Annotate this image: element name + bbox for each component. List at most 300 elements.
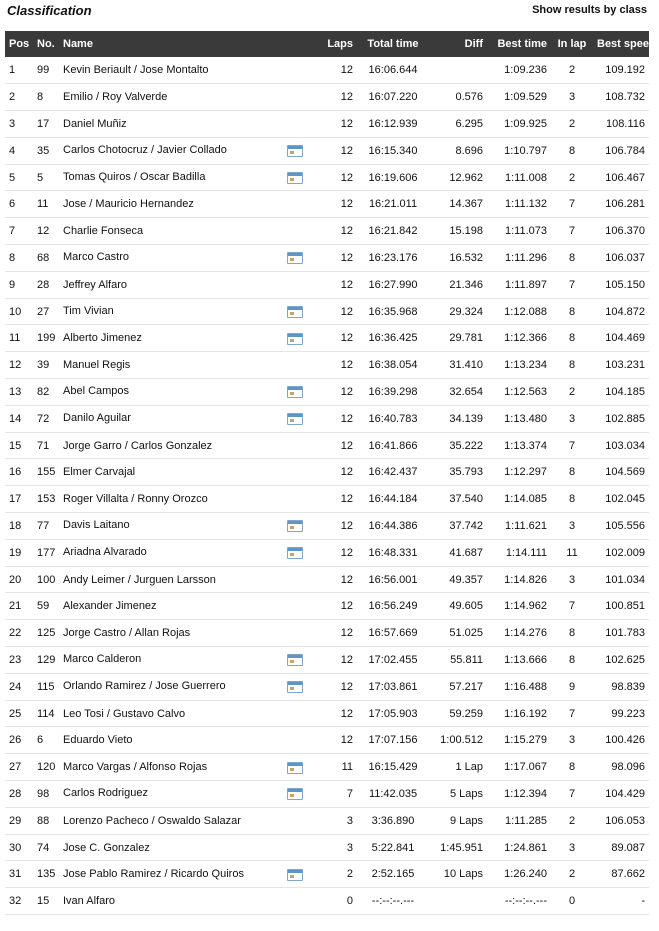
row-in-lap: 2	[568, 171, 576, 184]
row-driver-name-cell	[59, 700, 307, 727]
table-row[interactable]	[5, 405, 649, 432]
row-total-time: 17:05.903	[368, 707, 418, 720]
row-laps: 12	[340, 519, 353, 532]
row-driver-name: Alexander Jimenez	[63, 600, 157, 613]
row-best-speed-cell	[593, 486, 649, 513]
row-diff: 9 Laps	[449, 814, 483, 827]
table-row[interactable]	[5, 191, 649, 218]
row-in-lap-cell	[551, 325, 593, 352]
row-number: 39	[37, 359, 50, 372]
row-total-time-cell	[357, 673, 429, 700]
row-total-time: 16:07.220	[368, 91, 418, 104]
row-driver-name: Jose / Mauricio Hernandez	[63, 198, 194, 211]
row-number-cell	[33, 405, 59, 432]
row-driver-name-cell	[59, 137, 307, 164]
row-in-lap: 8	[568, 761, 576, 774]
row-diff-cell	[429, 566, 487, 593]
row-total-time-cell	[357, 513, 429, 540]
row-diff: 1:00.512	[440, 734, 483, 747]
row-best-time: 1:09.925	[504, 117, 547, 130]
row-in-lap: 2	[568, 814, 576, 827]
col-header-in-lap[interactable]: In lap	[557, 38, 587, 50]
row-driver-name: Davis Laitano	[63, 519, 130, 532]
row-pos: 25	[9, 707, 22, 720]
row-driver-name-cell	[59, 539, 307, 566]
row-total-time-cell	[357, 700, 429, 727]
row-best-time: 1:16.192	[504, 707, 547, 720]
row-total-time-cell	[357, 379, 429, 406]
row-in-lap-cell	[551, 191, 593, 218]
row-diff-cell	[429, 111, 487, 138]
row-in-lap: 3	[568, 91, 576, 104]
row-pos-cell	[5, 325, 33, 352]
classification-header	[0, 0, 659, 28]
row-number: 199	[37, 332, 56, 345]
row-best-speed-cell	[593, 111, 649, 138]
col-header-best-speed[interactable]: Best speed	[597, 38, 656, 50]
driver-card-icon[interactable]	[287, 386, 303, 398]
row-total-time-cell	[357, 137, 429, 164]
classification-table	[5, 31, 656, 915]
row-pos: 13	[9, 385, 22, 398]
row-pos: 10	[9, 305, 22, 318]
row-laps-cell	[307, 486, 357, 513]
row-best-speed: 89.087	[611, 841, 645, 854]
row-laps: 0	[346, 895, 353, 908]
row-best-speed-cell	[593, 405, 649, 432]
row-total-time: 16:44.184	[368, 493, 418, 506]
row-pos-cell	[5, 164, 33, 191]
row-best-time-cell	[487, 325, 551, 352]
row-in-lap: 7	[568, 278, 576, 291]
row-total-time-cell	[357, 459, 429, 486]
row-in-lap-cell	[551, 593, 593, 620]
row-in-lap: 8	[568, 493, 576, 506]
row-best-time-cell	[487, 807, 551, 834]
table-row[interactable]	[5, 57, 649, 84]
row-pos: 1	[9, 64, 16, 77]
table-row[interactable]	[5, 379, 649, 406]
row-best-time-cell	[487, 647, 551, 674]
driver-card-icon[interactable]	[287, 788, 303, 800]
row-diff-cell	[429, 137, 487, 164]
row-best-speed-cell	[593, 432, 649, 459]
row-best-speed-cell	[593, 218, 649, 245]
row-total-time: 16:41.866	[368, 439, 418, 452]
row-pos-cell	[5, 57, 33, 84]
table-row[interactable]	[5, 111, 649, 138]
row-diff-cell	[429, 459, 487, 486]
row-diff-cell	[429, 218, 487, 245]
row-diff-cell	[429, 700, 487, 727]
row-best-speed-cell	[593, 325, 649, 352]
row-diff: 8.696	[455, 144, 483, 157]
row-driver-name: Jose Pablo Ramirez / Ricardo Quiros	[63, 867, 244, 880]
row-best-speed: 102.625	[605, 653, 645, 666]
table-row[interactable]	[5, 459, 649, 486]
row-in-lap: 3	[568, 734, 576, 747]
row-in-lap: 9	[568, 680, 576, 693]
row-best-speed: 106.467	[605, 171, 645, 184]
row-number: 72	[37, 412, 50, 425]
row-diff-cell	[429, 298, 487, 325]
row-total-time: 16:15.340	[368, 144, 418, 157]
row-driver-name: Carlos Rodriguez	[63, 787, 148, 800]
row-number: 115	[37, 680, 55, 693]
row-driver-name: Jose C. Gonzalez	[63, 841, 150, 854]
driver-card-icon[interactable]	[287, 252, 303, 264]
row-driver-name-cell	[59, 727, 307, 754]
row-best-time-cell	[487, 245, 551, 272]
col-header-total-time[interactable]: Total time	[367, 38, 419, 50]
row-in-lap: 2	[568, 385, 576, 398]
col-header-name[interactable]: Name	[63, 38, 93, 50]
row-in-lap-cell	[551, 164, 593, 191]
row-diff-cell	[429, 727, 487, 754]
row-number-cell	[33, 298, 59, 325]
row-best-time-cell	[487, 888, 551, 915]
row-driver-name: Charlie Fonseca	[63, 225, 144, 238]
row-total-time: 16:57.669	[368, 627, 418, 640]
row-number-cell	[33, 861, 59, 888]
table-row[interactable]	[5, 513, 649, 540]
row-pos: 12	[9, 359, 22, 372]
row-in-lap: 7	[568, 787, 576, 800]
table-row[interactable]	[5, 620, 649, 647]
row-laps: 12	[340, 466, 353, 479]
row-diff: 37.742	[449, 519, 483, 532]
table-row[interactable]	[5, 647, 649, 674]
driver-card-icon[interactable]	[287, 413, 303, 425]
row-laps: 12	[340, 144, 353, 157]
row-number: 27	[37, 305, 50, 318]
row-best-speed: 106.784	[605, 144, 645, 157]
row-number: 68	[37, 251, 50, 264]
row-number: 71	[37, 439, 50, 452]
table-row[interactable]	[5, 861, 649, 888]
table-row[interactable]	[5, 834, 649, 861]
table-row[interactable]	[5, 807, 649, 834]
row-best-speed: 104.469	[605, 332, 645, 345]
row-total-time: 3:36.890	[371, 814, 415, 827]
row-driver-name-cell	[59, 57, 307, 84]
row-best-time: 1:12.563	[504, 385, 547, 398]
row-driver-name: Marco Vargas / Alfonso Rojas	[63, 760, 208, 773]
row-number-cell	[33, 566, 59, 593]
table-row[interactable]	[5, 352, 649, 379]
row-best-time: 1:10.797	[504, 144, 547, 157]
row-pos: 21	[9, 600, 22, 613]
row-best-speed-cell	[593, 781, 649, 808]
page-title: Classification	[7, 3, 92, 18]
row-best-speed-cell	[593, 807, 649, 834]
table-row[interactable]	[5, 754, 649, 781]
row-best-speed-cell	[593, 673, 649, 700]
table-row[interactable]	[5, 566, 649, 593]
row-total-time-cell	[357, 888, 429, 915]
row-best-speed-cell	[593, 647, 649, 674]
row-pos-cell	[5, 888, 33, 915]
row-diff-cell	[429, 271, 487, 298]
row-laps: 12	[340, 680, 353, 693]
row-laps-cell	[307, 379, 357, 406]
row-diff-cell	[429, 245, 487, 272]
row-laps-cell	[307, 673, 357, 700]
row-in-lap: 8	[568, 653, 576, 666]
row-best-speed-cell	[593, 459, 649, 486]
row-total-time-cell	[357, 593, 429, 620]
row-laps-cell	[307, 620, 357, 647]
row-laps: 7	[346, 787, 353, 800]
table-row[interactable]	[5, 84, 649, 111]
row-driver-name-cell	[59, 84, 307, 111]
row-best-speed-cell	[593, 137, 649, 164]
table-row[interactable]	[5, 325, 649, 352]
row-diff-cell	[429, 191, 487, 218]
table-row[interactable]	[5, 486, 649, 513]
row-best-speed: 108.116	[606, 117, 645, 130]
row-driver-name: Jorge Garro / Carlos Gonzalez	[63, 439, 213, 452]
row-total-time: 11:42.035	[368, 787, 418, 800]
row-driver-name: Jeffrey Alfaro	[63, 278, 127, 291]
row-best-speed-cell	[593, 888, 649, 915]
row-best-time: 1:13.234	[504, 359, 547, 372]
row-number: 155	[37, 466, 56, 479]
row-in-lap-cell	[551, 888, 593, 915]
row-best-speed: 101.034	[605, 573, 645, 586]
table-row[interactable]	[5, 137, 649, 164]
row-in-lap: 3	[568, 841, 576, 854]
row-number-cell	[33, 539, 59, 566]
row-diff: 1 Lap	[455, 761, 483, 774]
row-in-lap: 3	[568, 573, 576, 586]
table-row[interactable]	[5, 888, 649, 915]
row-driver-name-cell	[59, 245, 307, 272]
table-row[interactable]	[5, 673, 649, 700]
row-best-speed: 106.037	[605, 251, 645, 264]
row-number-cell	[33, 647, 59, 674]
driver-card-icon[interactable]	[287, 145, 303, 157]
row-total-time-cell	[357, 834, 429, 861]
row-driver-name: Kevin Beriault / Jose Montalto	[63, 64, 209, 77]
row-number: 59	[37, 600, 50, 613]
driver-card-icon[interactable]	[287, 547, 303, 559]
row-driver-name: Jorge Castro / Allan Rojas	[63, 627, 191, 640]
row-total-time-cell	[357, 191, 429, 218]
row-best-time-cell	[487, 218, 551, 245]
driver-card-icon[interactable]	[287, 654, 303, 666]
table-row[interactable]	[5, 298, 649, 325]
driver-card-icon[interactable]	[287, 306, 303, 318]
row-laps: 12	[340, 251, 353, 264]
row-driver-name: Ariadna Alvarado	[63, 546, 147, 559]
row-number-cell	[33, 164, 59, 191]
row-in-lap-cell	[551, 700, 593, 727]
driver-card-icon[interactable]	[287, 762, 303, 774]
row-number: 28	[37, 278, 50, 291]
row-driver-name-cell	[59, 673, 307, 700]
table-row[interactable]	[5, 432, 649, 459]
row-best-time: 1:14.826	[504, 573, 547, 586]
table-row[interactable]	[5, 271, 649, 298]
row-best-time: 1:13.666	[504, 653, 547, 666]
row-diff-cell	[429, 593, 487, 620]
row-laps-cell	[307, 513, 357, 540]
table-row[interactable]	[5, 218, 649, 245]
row-laps: 12	[340, 385, 353, 398]
row-number-cell	[33, 486, 59, 513]
table-row[interactable]	[5, 593, 649, 620]
row-best-time: 1:11.897	[504, 278, 547, 291]
row-best-time: 1:24.861	[504, 841, 547, 854]
row-total-time-cell	[357, 57, 429, 84]
row-driver-name-cell	[59, 459, 307, 486]
row-laps: 12	[340, 64, 353, 77]
row-diff: 37.540	[449, 493, 483, 506]
col-header-no[interactable]: No.	[37, 38, 55, 50]
row-total-time: 16:21.842	[368, 225, 418, 238]
row-in-lap: 7	[568, 198, 576, 211]
row-laps: 12	[340, 573, 353, 586]
row-total-time-cell	[357, 566, 429, 593]
driver-card-icon[interactable]	[287, 172, 303, 184]
row-total-time: 16:27.990	[368, 278, 418, 291]
row-total-time-cell	[357, 352, 429, 379]
row-in-lap-cell	[551, 727, 593, 754]
row-in-lap: 8	[568, 627, 576, 640]
row-pos-cell	[5, 379, 33, 406]
driver-card-icon[interactable]	[287, 333, 303, 345]
row-in-lap: 7	[568, 225, 576, 238]
col-header-diff[interactable]: Diff	[464, 38, 483, 50]
row-best-speed: 98.096	[611, 761, 645, 774]
row-best-speed: 100.426	[605, 734, 645, 747]
show-results-by-class-link[interactable]: Show results by class	[532, 4, 647, 16]
row-driver-name-cell	[59, 352, 307, 379]
row-laps: 12	[340, 359, 353, 372]
row-driver-name: Eduardo Vieto	[63, 734, 133, 747]
row-in-lap-cell	[551, 673, 593, 700]
row-pos: 24	[9, 680, 22, 693]
row-best-speed-cell	[593, 620, 649, 647]
table-row[interactable]	[5, 700, 649, 727]
row-diff: 41.687	[449, 546, 483, 559]
driver-card-icon[interactable]	[287, 681, 303, 693]
row-number-cell	[33, 700, 59, 727]
driver-card-icon[interactable]	[287, 520, 303, 532]
row-total-time: 16:21.011	[368, 198, 418, 211]
row-best-time: 1:09.529	[504, 91, 547, 104]
row-best-speed: 105.150	[605, 278, 645, 291]
row-number: 74	[37, 841, 50, 854]
row-best-time-cell	[487, 673, 551, 700]
row-in-lap: 2	[568, 64, 576, 77]
row-number-cell	[33, 245, 59, 272]
row-laps: 12	[340, 171, 353, 184]
row-best-time: 1:12.366	[504, 332, 547, 345]
table-body	[5, 57, 649, 915]
row-best-time: 1:14.085	[504, 493, 547, 506]
col-header-pos[interactable]: Pos	[9, 38, 30, 50]
row-pos: 2	[9, 91, 16, 104]
row-diff-cell	[429, 486, 487, 513]
row-best-speed-cell	[593, 57, 649, 84]
row-diff: 55.811	[450, 653, 483, 666]
row-number-cell	[33, 137, 59, 164]
row-total-time: 17:03.861	[368, 680, 418, 693]
row-in-lap: 11	[566, 546, 578, 559]
row-laps: 12	[340, 734, 353, 747]
row-driver-name: Ivan Alfaro	[63, 895, 115, 908]
row-total-time: 16:23.176	[368, 251, 418, 264]
row-best-time-cell	[487, 861, 551, 888]
row-laps: 12	[340, 225, 353, 238]
row-best-time: 1:14.962	[504, 600, 547, 613]
row-best-speed-cell	[593, 191, 649, 218]
driver-card-icon[interactable]	[287, 869, 303, 881]
row-pos-cell	[5, 593, 33, 620]
row-total-time: 16:42.437	[368, 466, 418, 479]
table-row[interactable]	[5, 727, 649, 754]
row-diff: 6.295	[455, 117, 483, 130]
row-best-speed-cell	[593, 566, 649, 593]
row-best-time-cell	[487, 781, 551, 808]
row-diff: 34.139	[449, 412, 483, 425]
row-driver-name: Andy Leimer / Jurguen Larsson	[63, 573, 216, 586]
row-number: 114	[37, 707, 55, 720]
row-diff-cell	[429, 620, 487, 647]
table-row[interactable]	[5, 781, 649, 808]
row-laps: 12	[340, 412, 353, 425]
row-laps: 12	[340, 627, 353, 640]
row-total-time: 5:22.841	[371, 841, 415, 854]
row-best-time: 1:14.111	[505, 546, 547, 559]
row-number-cell	[33, 111, 59, 138]
row-driver-name-cell	[59, 861, 307, 888]
row-driver-name-cell	[59, 566, 307, 593]
col-header-laps[interactable]: Laps	[327, 38, 353, 50]
row-total-time: 16:56.249	[368, 600, 418, 613]
row-pos-cell	[5, 647, 33, 674]
row-laps: 12	[340, 117, 353, 130]
row-laps-cell	[307, 647, 357, 674]
table-row[interactable]	[5, 164, 649, 191]
row-best-time: 1:14.276	[504, 627, 547, 640]
row-in-lap: 7	[568, 707, 576, 720]
row-diff-cell	[429, 861, 487, 888]
row-diff-cell	[429, 539, 487, 566]
row-number: 88	[37, 814, 50, 827]
row-total-time: 16:48.331	[368, 546, 418, 559]
row-best-speed: -	[641, 895, 645, 908]
table-row[interactable]	[5, 245, 649, 272]
row-total-time: 16:44.386	[368, 519, 418, 532]
row-best-time-cell	[487, 111, 551, 138]
row-laps: 12	[340, 546, 353, 559]
row-total-time: 16:39.298	[368, 385, 418, 398]
row-pos-cell	[5, 861, 33, 888]
col-header-best-time[interactable]: Best time	[497, 38, 547, 50]
row-number: 35	[37, 144, 50, 157]
table-row[interactable]	[5, 539, 649, 566]
row-total-time-cell	[357, 620, 429, 647]
row-best-speed: 103.034	[605, 439, 645, 452]
row-best-speed: 105.556	[605, 519, 645, 532]
row-number: 6	[37, 734, 44, 747]
row-best-time-cell	[487, 352, 551, 379]
row-laps-cell	[307, 245, 357, 272]
row-diff: 15.198	[449, 225, 483, 238]
